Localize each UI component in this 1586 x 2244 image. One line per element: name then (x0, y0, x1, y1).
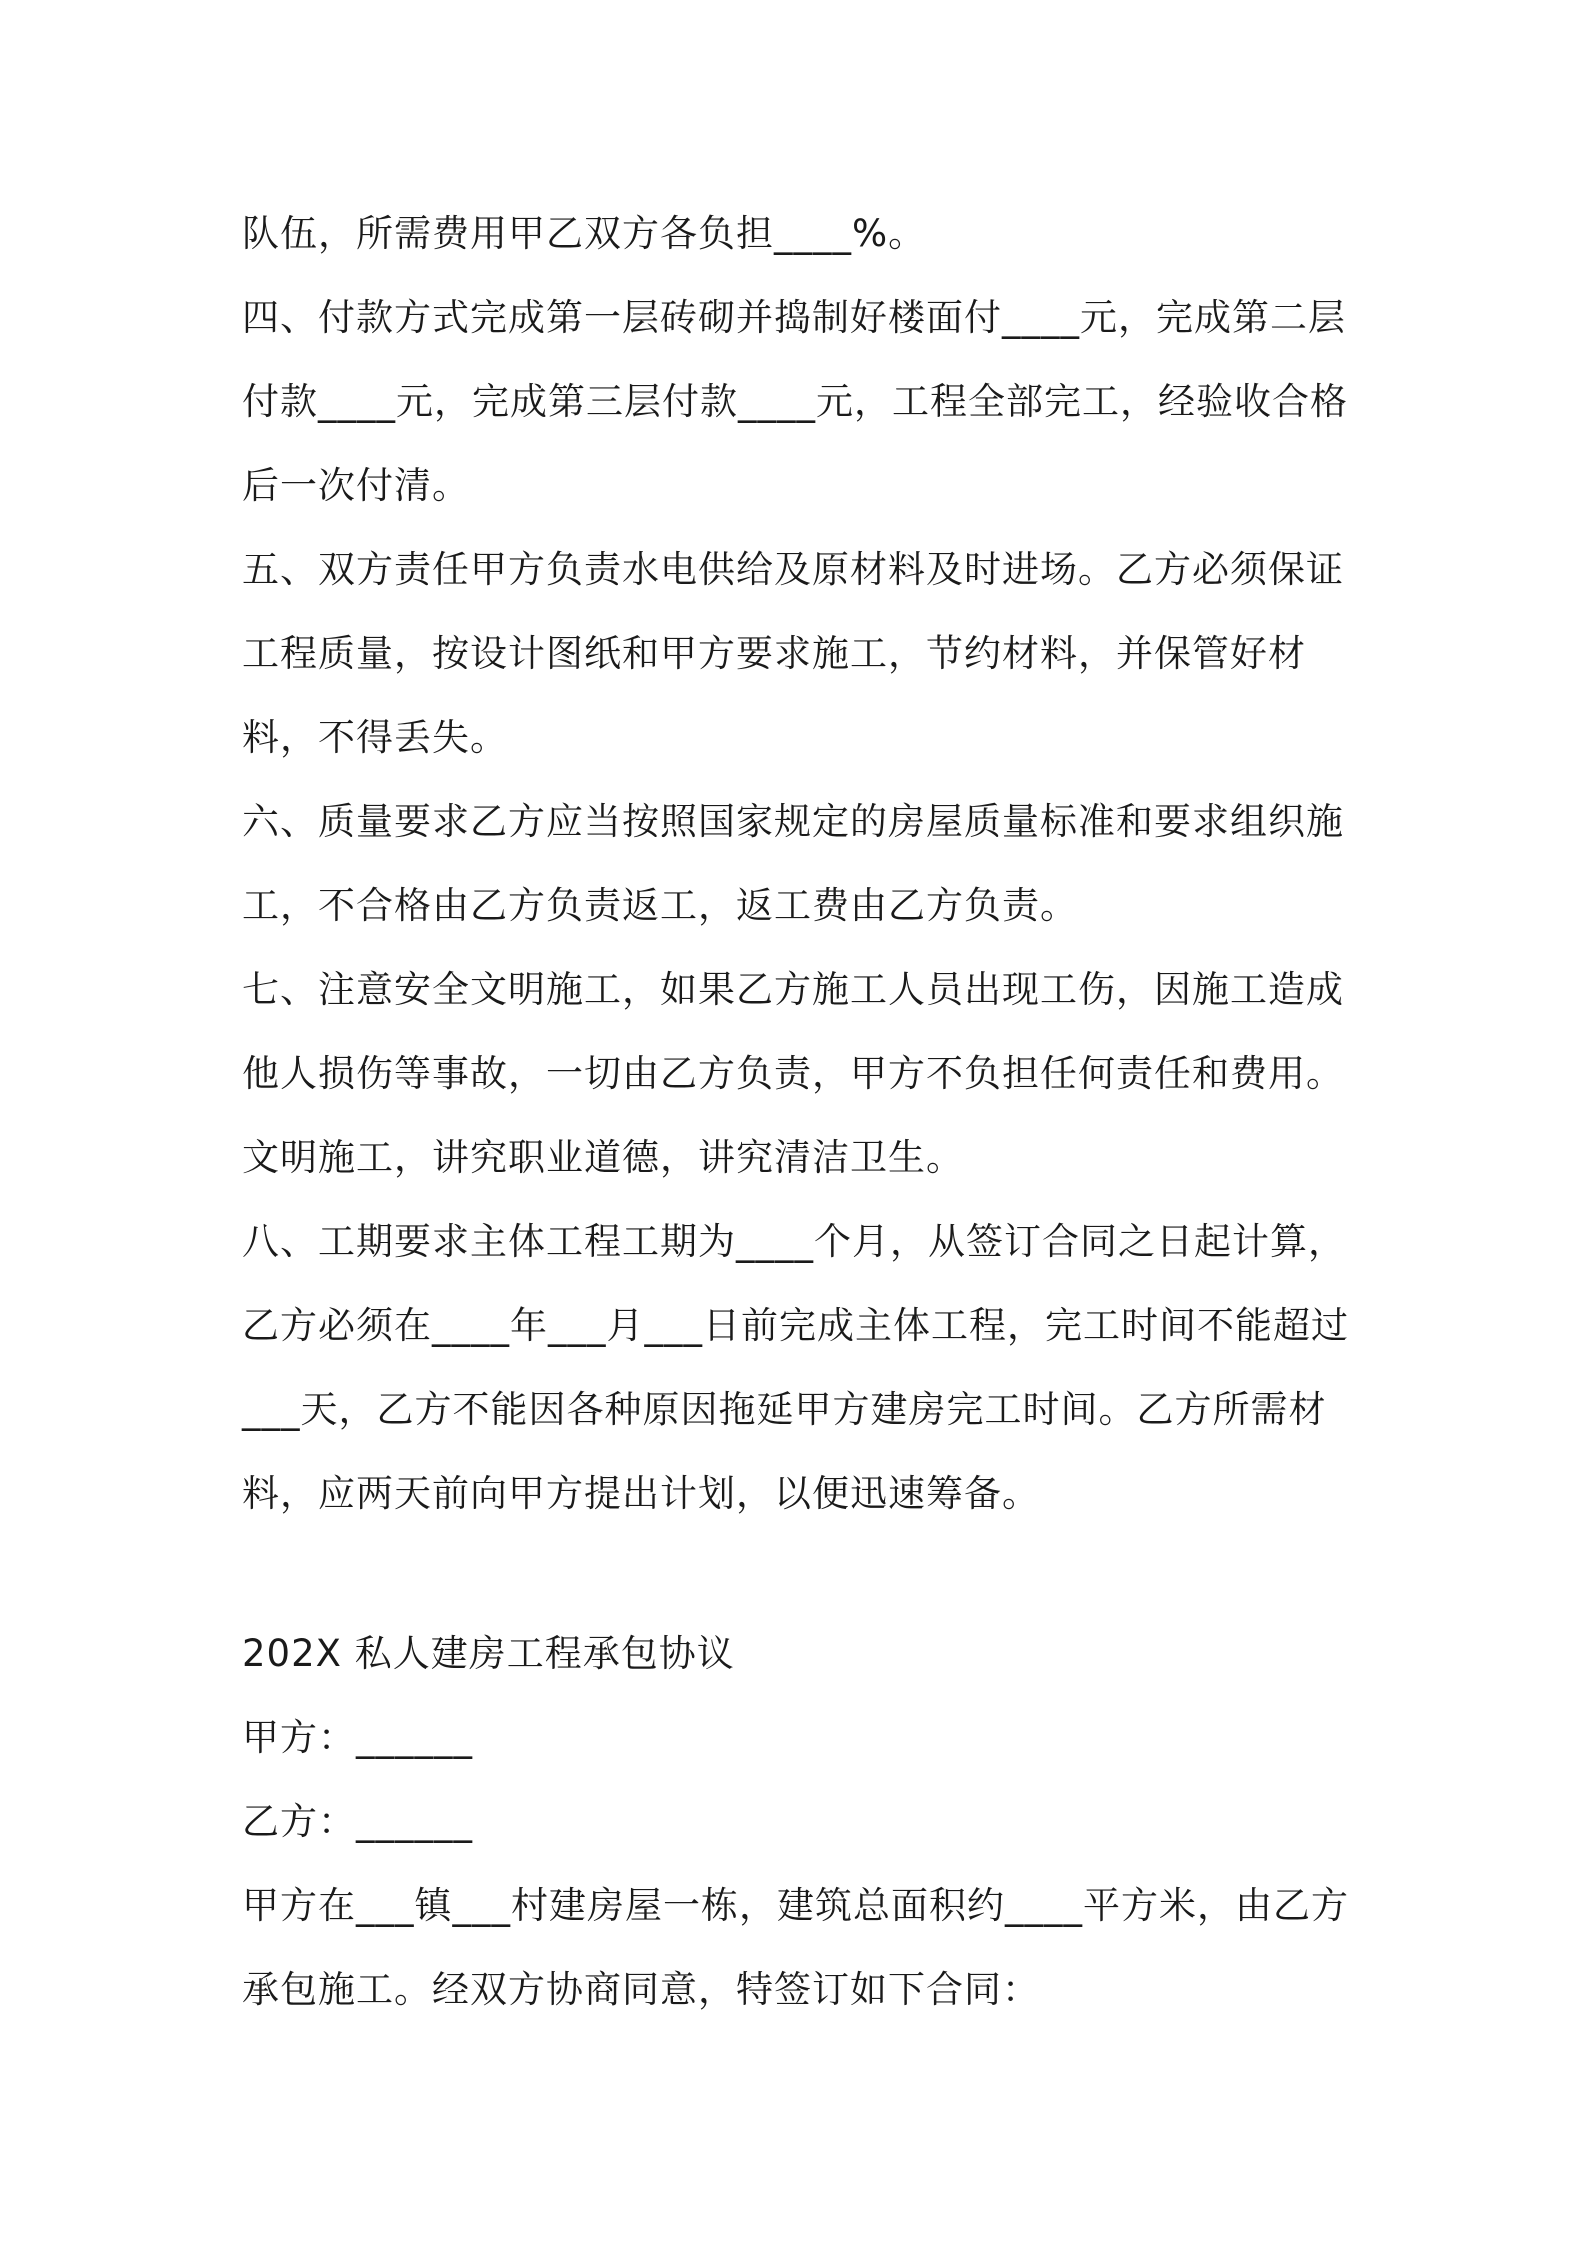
party-a-line: 甲方：______ (242, 1716, 473, 1759)
paragraph-responsibilities: 五、双方责任甲方负责水电供给及原材料及时进场。乙方必须保证工程质量，按设计图纸和甲方要求施工，节约材料，并保管好材料，不得丢失。 (242, 548, 1344, 759)
contract-intro: 甲方在___镇___村建房屋一栋，建筑总面积约____平方米，由乙方承包施工。经双方协商同意，特签订如下合同： (242, 1884, 1349, 2011)
paragraph-quality: 六、质量要求乙方应当按照国家规定的房屋质量标准和要求组织施工，不合格由乙方负责返工，返工费由乙方负责。 (242, 800, 1344, 927)
paragraph-payment-method: 四、付款方式完成第一层砖砌并捣制好楼面付____元，完成第二层付款____元，完成第三层付款____元，工程全部完工，经验收合格后一次付清。 (242, 296, 1348, 507)
paragraph-schedule: 八、工期要求主体工程工期为____个月，从签订合同之日起计算，乙方必须在____年___月___日前完成主体工程，完工时间不能超过___天，乙方不能因各种原因拖延甲方建房完工时间。乙方所需材料，应两天前向甲方提出计划，以便迅速筹备。 (242, 1220, 1349, 1515)
paragraph-team-cost: 队伍，所需费用甲乙双方各负担____%。 (242, 212, 927, 255)
party-b-line: 乙方：______ (242, 1800, 473, 1843)
second-contract (242, 1612, 1362, 2032)
contract-title: 202X 私人建房工程承包协议 (242, 1632, 735, 1675)
contract-continuation (242, 192, 1362, 1536)
paragraph-safety: 七、注意安全文明施工，如果乙方施工人员出现工伤，因施工造成他人损伤等事故，一切由乙方负责，甲方不负担任何责任和费用。文明施工，讲究职业道德，讲究清洁卫生。 (242, 968, 1344, 1179)
